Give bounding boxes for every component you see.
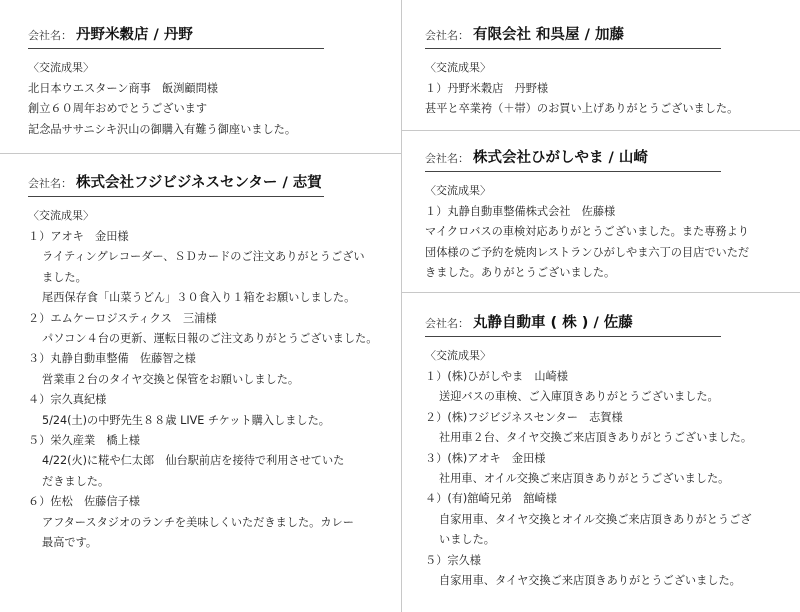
company-label: 会社名： xyxy=(425,29,469,42)
company-label: 会社名： xyxy=(28,177,72,190)
result-line: １）アオキ 金田様 xyxy=(28,230,129,243)
result-line: 社用車２台、タイヤ交換ご来店頂きありがとうございました。 xyxy=(439,431,753,445)
result-line: 尾西保存食「山菜うどん」３０食入り１箱をお願いしました。 xyxy=(42,291,356,305)
result-line: 営業車２台のタイヤ交換と保管をお願いしました。 xyxy=(42,372,300,386)
result-line: ３）(株)アオキ 金田様 xyxy=(425,451,546,465)
results-label: 〈交流成果〉 xyxy=(425,349,491,362)
results-body xyxy=(425,202,749,284)
section-divider-right-1 xyxy=(402,130,800,131)
result-line: 記念品ササニシキ沢山の御購入有難う御座いました。 xyxy=(28,122,297,136)
company-heading xyxy=(425,23,721,49)
result-line: 甚平と卒業袴（＋帯）のお買い上げありがとうございました。 xyxy=(425,102,739,116)
company-heading xyxy=(28,171,324,197)
results-label: 〈交流成果〉 xyxy=(28,61,94,74)
results-body xyxy=(425,367,752,591)
company-name: 株式会社ひがしやま / 山崎 xyxy=(473,150,648,166)
section-divider-left xyxy=(0,153,401,154)
result-line: 送迎バスの車検、ご入庫頂きありがとうございました。 xyxy=(439,390,719,404)
company-label: 会社名： xyxy=(425,152,469,165)
result-line: ました。 xyxy=(42,270,87,284)
company-heading xyxy=(425,311,721,337)
result-line: 北日本ウエスターン商事 飯渕顧問様 xyxy=(28,82,218,95)
section-higashiyama xyxy=(425,146,749,284)
result-line: 団体様のご予約を焼肉レストランひがしやま六丁の目店でいただ xyxy=(425,245,750,259)
result-line: ２）(株)フジビジネスセンター 志賀様 xyxy=(425,410,623,424)
result-line: ３）丸静自動車整備 佐藤智之様 xyxy=(28,352,196,366)
company-name: 株式会社フジビジネスセンター / 志賀 xyxy=(76,175,322,191)
result-line: マイクロバスの車検対応ありがとうございました。また専務より xyxy=(425,225,749,239)
result-line: ５）栄久産業 橋上様 xyxy=(28,434,140,448)
section-wagoya xyxy=(425,23,738,120)
result-line: 4/22(火)に糀や仁太郎 仙台駅前店を接待で利用させていた xyxy=(42,454,345,468)
result-line: 最高です。 xyxy=(42,536,98,550)
result-line: 自家用車、タイヤ交換とオイル交換ご来店頂きありがとうござ xyxy=(439,512,752,526)
results-label: 〈交流成果〉 xyxy=(28,209,94,222)
result-line: ４）(有)舘崎兄弟 舘崎様 xyxy=(425,492,557,506)
result-line: パソコン４台の更新、運転日報のご注文ありがとうございました。 xyxy=(42,332,378,346)
results-label: 〈交流成果〉 xyxy=(425,61,491,74)
results-body xyxy=(28,79,324,140)
results-label: 〈交流成果〉 xyxy=(425,184,491,197)
result-line: １）(株)ひがしやま 山崎様 xyxy=(425,370,568,383)
result-line: アフタースタジオのランチを美味しくいただきました。カレー xyxy=(42,515,354,529)
results-body xyxy=(28,227,377,554)
result-line: いました。 xyxy=(439,533,495,547)
section-marushizu xyxy=(425,311,752,591)
results-body xyxy=(425,79,738,120)
company-label: 会社名： xyxy=(28,29,72,42)
result-line: １）丸静自動車整備株式会社 佐藤様 xyxy=(425,205,616,218)
section-divider-right-2 xyxy=(402,292,800,293)
result-line: ライティングレコーダー、ＳＤカードのご注文ありがとうござい xyxy=(42,250,365,264)
result-line: 創立６０周年おめでとうございます xyxy=(28,102,208,116)
section-fuji-business xyxy=(28,171,377,554)
company-name: 丸静自動車 ( 株 ) / 佐藤 xyxy=(473,315,633,331)
result-line: １）丹野米穀店 丹野様 xyxy=(425,82,549,95)
company-heading xyxy=(28,23,324,49)
result-line: だきました。 xyxy=(42,474,110,488)
result-line: きました。ありがとうございました。 xyxy=(425,266,616,280)
company-label: 会社名： xyxy=(425,317,469,330)
result-line: 5/24(土)の中野先生８８歳 LIVE チケット購入しました。 xyxy=(42,413,330,427)
result-line: ２）エムケーロジスティクス 三浦様 xyxy=(28,311,217,325)
result-line: ６）佐松 佐藤信子様 xyxy=(28,495,140,509)
company-name: 有限会社 和呉屋 / 加藤 xyxy=(473,27,624,43)
result-line: ５）宗久様 xyxy=(425,553,481,567)
section-tanno xyxy=(28,23,324,140)
column-divider xyxy=(401,0,402,612)
result-line: ４）宗久真紀様 xyxy=(28,393,107,407)
result-line: 自家用車、タイヤ交換ご来店頂きありがとうございました。 xyxy=(439,574,741,588)
result-line: 社用車、オイル交換ご来店頂きありがとうございました。 xyxy=(439,472,730,486)
company-heading xyxy=(425,146,721,172)
company-name: 丹野米穀店 / 丹野 xyxy=(76,27,193,43)
